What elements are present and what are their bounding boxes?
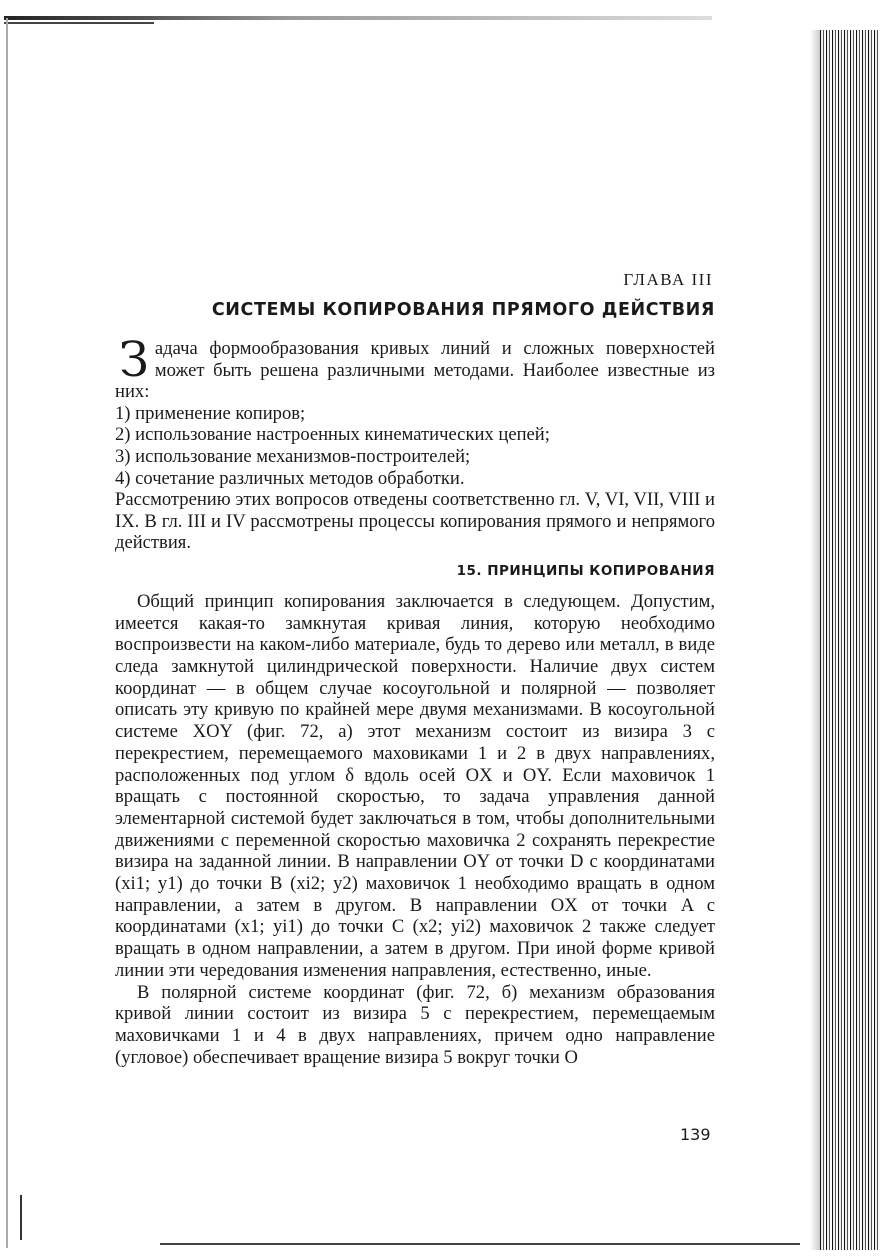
- list-item: 4) сочетание различных методов обработки.: [115, 467, 465, 489]
- page-content: [115, 270, 715, 1068]
- intro-paragraph: [115, 332, 715, 403]
- scan-bottom-edge: [160, 1243, 800, 1245]
- scan-left-edge: [6, 18, 8, 1248]
- page-stack-edge: [820, 30, 880, 1250]
- drop-cap: З: [119, 332, 149, 388]
- body-paragraph: Общий принцип копирования заключается в следующем. Допустим, имеется какая-то замкнутая кривая линия, которую необходимо воспроизвести на каком-либо материале, будь то дерево или металл, в виде следа замкнутой цилиндрической поверхности. Наличие двух систем координат — в общем случае косоугольной и полярной — позволяет описать эту кривую по крайней мере двумя механизмами. В косоугольной системе XOY (фиг. 72, а) этот механизм состоит из визира 3 с перекрестием, перемещаемого маховиками 1 и 2 в двух направлениях, расположенных под углом δ вдоль осей OX и OY. Если маховичок 1 вращать с постоянной скоростью, то задача управления данной элементарной системой будет заключаться в том, чтобы дополнительными движениями с переменной скоростью маховичка 2 сохранять перекрестие визира на заданной линии. В направлении OY от точки D с координатами (xi1; y1) до точки B (xi2; y2) маховичок 1 необходимо вращать в одном направлении, а затем в другом. В направлении OX от точки A с координатами (x1; yi1) до точки C (x2; yi2) маховичок 2 также следует вращать в одном направлении, а затем в другом. При иной форме кривой линии эти чередования изменения направления, естественно, иные.: [115, 590, 715, 981]
- list-item: 1) применение копиров;: [115, 402, 306, 424]
- scan-top-edge-dark: [4, 22, 154, 24]
- methods-list: [115, 403, 715, 489]
- scan-top-edge: [4, 16, 712, 20]
- body-paragraph: В полярной системе координат (фиг. 72, б) механизм образования кривой линии состоит из визира 5 с перекрестием, перемещаемым маховичками 1 и 4 в двух направлениях, причем одно направление (угловое) обеспечивает вращение визира 5 вокруг точки O: [115, 981, 715, 1068]
- intro-text: адача формообразования кривых линий и сложных поверхностей может быть решена различными методами. Наиболее известные из них:: [115, 338, 715, 403]
- list-item: 3) использование механизмов-построителей;: [115, 445, 471, 467]
- page-number: 139: [680, 1125, 711, 1144]
- chapter-label: ГЛАВА III: [623, 270, 713, 289]
- section-title: 15. ПРИНЦИПЫ КОПИРОВАНИЯ: [456, 562, 715, 579]
- page-stack-shadow: [810, 30, 820, 1250]
- intro-closing-paragraph: Рассмотрению этих вопросов отведены соответственно гл. V, VI, VII, VIII и IX. В гл. III и IV рассмотрены процессы копирования прямого и непрямого действия.: [115, 489, 715, 554]
- chapter-title: СИСТЕМЫ КОПИРОВАНИЯ ПРЯМОГО ДЕЙСТВИЯ: [211, 300, 715, 320]
- scan-left-mark: [20, 1195, 22, 1240]
- list-item: 2) использование настроенных кинематических цепей;: [115, 424, 550, 446]
